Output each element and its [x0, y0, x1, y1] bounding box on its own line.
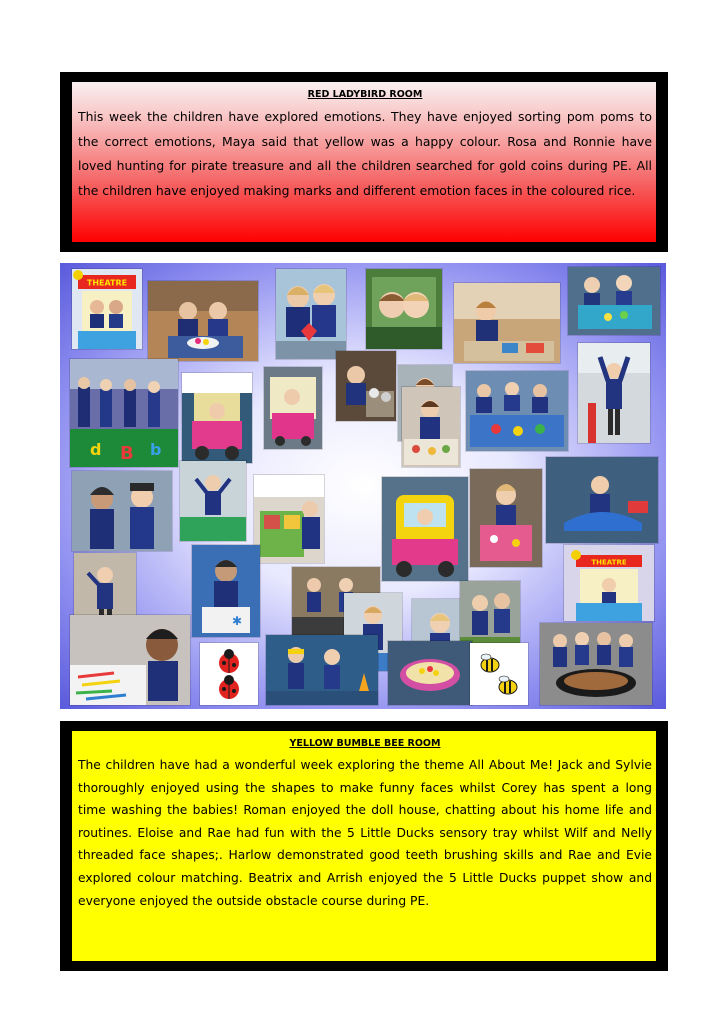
- yellow-bumble-bee-text: The children have had a wonderful week exploring the theme All About Me! Jack and Sylvie thoroughly enjoyed using the shapes to make funny faces whilst Corey has spent a long time washing the babies! Roman enjoyed the doll house, chatting about his home life and routines. Eloise and Rae had fun with the 5 Little Ducks sensory tray whilst Wilf and Nelly threaded face shapes;. Harlow demonstrated good teeth brushing skills and Rae and Evie explored colour matching. Beatrix and Arrish enjoyed the 5 Little Ducks puppet show and everyone enjoyed the outside obstacle course during PE.: [78, 758, 652, 908]
- photo-slide-car: [264, 367, 322, 449]
- photo-water-tray: [568, 267, 660, 335]
- yellow-bumble-bee-panel: [60, 721, 668, 971]
- photo-doll-house: [254, 475, 324, 563]
- red-ladybird-title: RED LADYBIRD ROOM: [307, 89, 423, 100]
- photo-yellow-car: [382, 477, 468, 581]
- photo-girl-green: [180, 461, 246, 541]
- photo-pink-bucket: [470, 469, 542, 567]
- theatre-sign-text: THEATRE: [86, 278, 128, 288]
- photo-boys-hat: [72, 471, 172, 551]
- photo-boys-window: [366, 269, 442, 349]
- yellow-bumble-bee-title: YELLOW BUMBLE BEE ROOM: [289, 738, 441, 749]
- red-ladybird-panel: [60, 72, 668, 252]
- photo-group-tray: [540, 623, 652, 705]
- photo-table-bowl: [148, 281, 258, 361]
- photo-collage: [60, 263, 666, 709]
- photo-colour-sticks: [70, 615, 190, 705]
- photo-pink-car: [182, 373, 252, 463]
- photo-girl-door: [578, 343, 650, 443]
- svg-text:b: b: [150, 440, 162, 459]
- svg-text:THEATRE: THEATRE: [591, 558, 627, 567]
- photo-colour-mat: [70, 359, 178, 467]
- red-ladybird-content: [72, 82, 656, 242]
- red-ladybird-text: This week the children have explored emotions. They have enjoyed sorting pom poms to the correct emotions, Maya said that yellow was a happy colour. Rosa and Ronnie have loved hunting for pirate treasure and all the children searched for gold coins during PE. All the children have enjoyed making marks and different emotion faces in the coloured rice.: [78, 109, 652, 198]
- photo-girls-heart: [276, 269, 346, 359]
- yellow-bumble-bee-content: [72, 731, 656, 961]
- photo-sensory-tray: [388, 641, 472, 705]
- photo-snowflake-card: [192, 545, 260, 637]
- photo-theatre: [72, 269, 142, 349]
- svg-text:B: B: [120, 443, 134, 464]
- photo-ladybirds: [200, 643, 258, 705]
- photo-desk-pots: [336, 351, 396, 421]
- photo-boys-cone: [266, 635, 378, 705]
- photo-boy-activity: [454, 283, 560, 363]
- photo-puppet-show: [564, 545, 654, 621]
- svg-text:d: d: [90, 440, 102, 459]
- photo-bees: [470, 643, 528, 705]
- photo-food-table: [402, 387, 460, 467]
- photo-craft-table: [466, 371, 568, 451]
- svg-text:✱: ✱: [232, 614, 243, 628]
- photo-blue-rocker: [546, 457, 658, 543]
